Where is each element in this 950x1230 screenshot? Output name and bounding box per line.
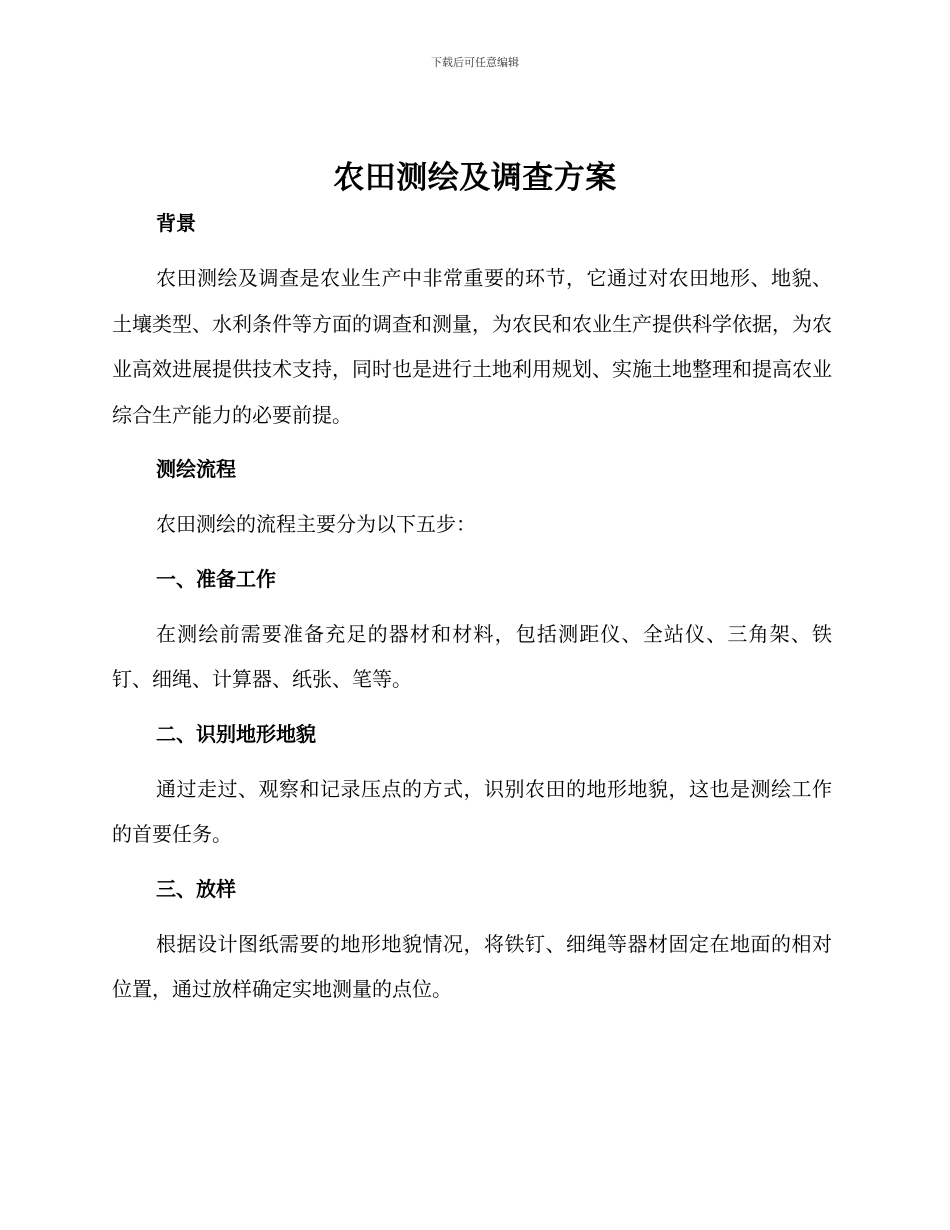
section-text-process: 农田测绘的流程主要分为以下五步： — [156, 512, 476, 536]
section-heading-step3: 三、放样 — [156, 876, 236, 901]
section-heading-step1: 一、准备工作 — [156, 566, 276, 591]
section-heading-step2: 二、识别地形地貌 — [156, 721, 316, 746]
document-body — [112, 204, 832, 1013]
section-text-step3: 根据设计图纸需要的地形地貌情况，将铁钉、细绳等器材固定在地面的相对位置，通过放样确定实地测量的点位。 — [112, 931, 832, 1001]
section-text-step2: 通过走过、观察和记录压点的方式，识别农田的地形地貌，这也是测绘工作的首要任务。 — [112, 776, 832, 846]
section-heading-process: 测绘流程 — [156, 457, 236, 481]
section-heading-background: 背景 — [156, 211, 196, 235]
document-title: 农田测绘及调查方案 — [333, 160, 617, 196]
section-text-background: 农田测绘及调查是农业生产中非常重要的环节，它通过对农田地形、地貌、土壤类型、水利条件等方面的调查和测量，为农民和农业生产提供科学依据，为农业高效进展提供技术支持，同时也是进行土地利用规划、实施土地整理和提高农业综合生产能力的必要前提。 — [112, 266, 832, 427]
header-note: 下载后可任意编辑 — [431, 56, 519, 69]
section-text-step1: 在测绘前需要准备充足的器材和材料，包括测距仪、全站仪、三角架、铁钉、细绳、计算器、纸张、笔等。 — [112, 621, 832, 691]
